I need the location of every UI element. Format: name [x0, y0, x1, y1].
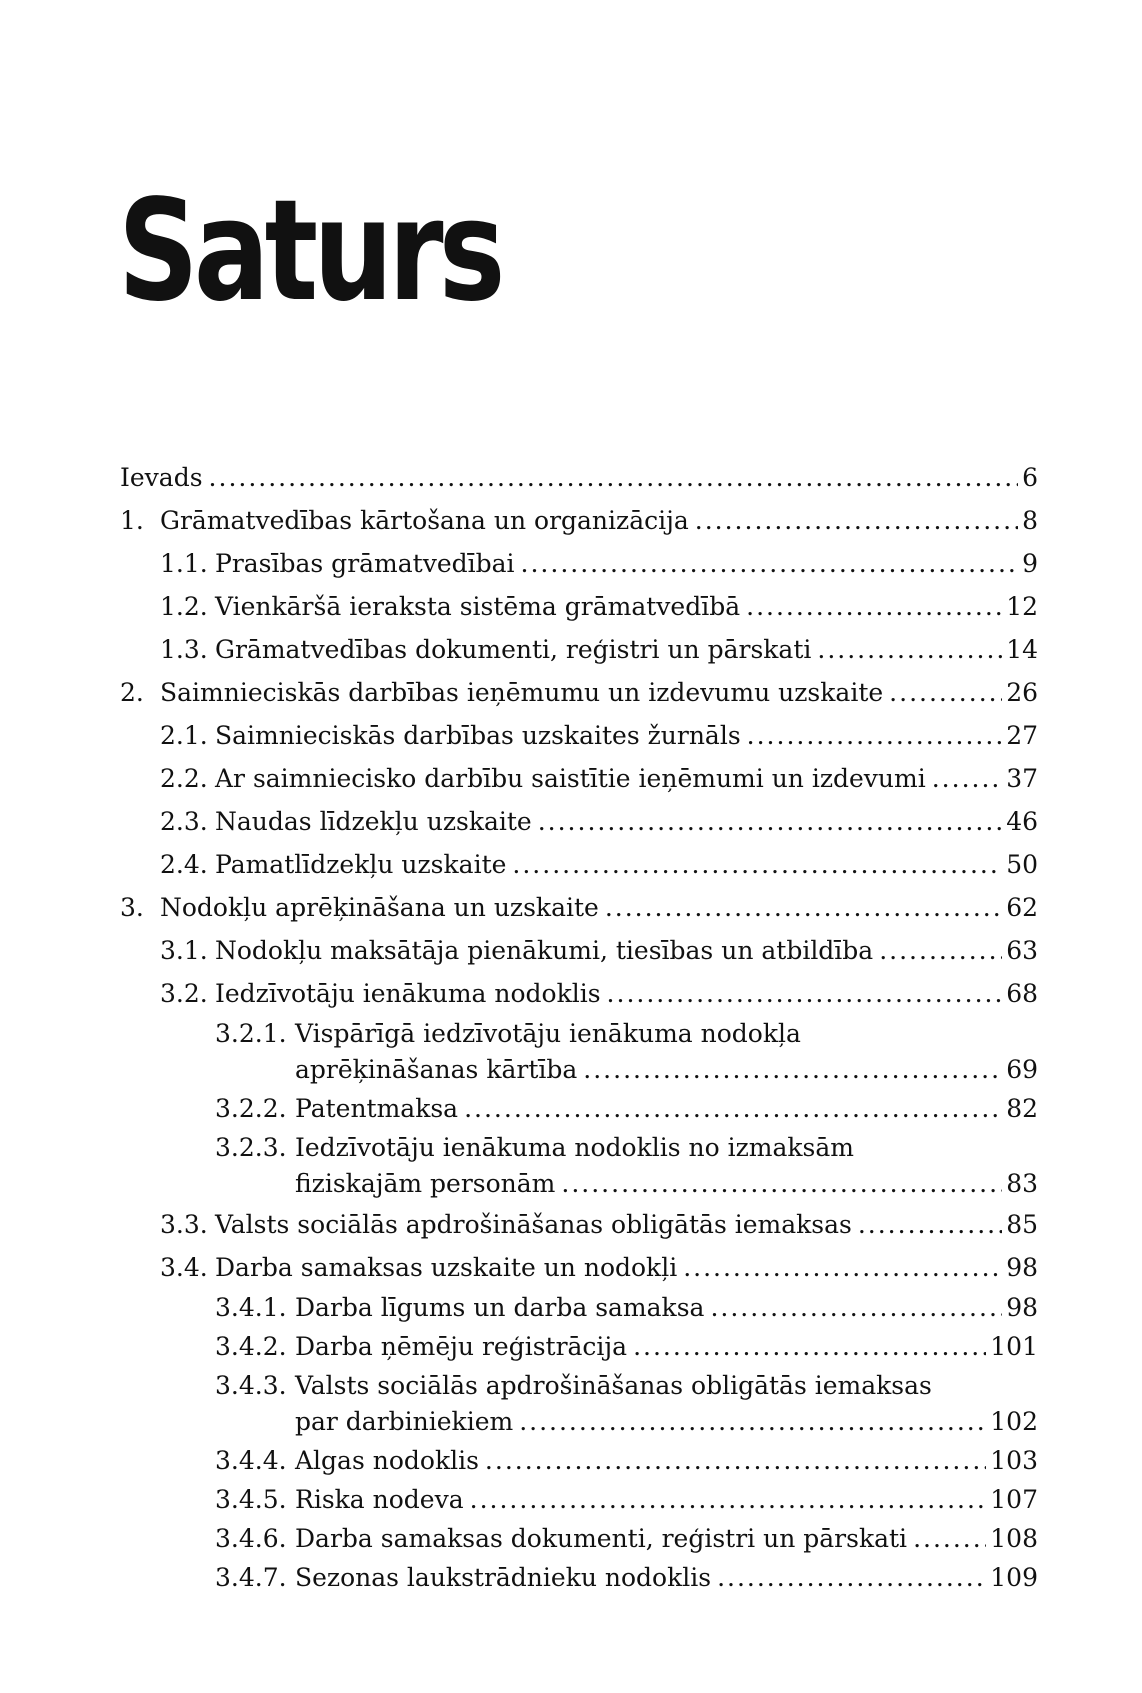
toc-entry[interactable]	[215, 1016, 1038, 1088]
dot-leader	[538, 804, 1002, 840]
toc-entry[interactable]	[160, 976, 1038, 1012]
toc-entry-number: 3.4.7.	[215, 1563, 287, 1592]
toc-entry-number: 2.1.	[160, 721, 208, 750]
dot-leader	[710, 1290, 1002, 1326]
dot-leader	[521, 546, 1019, 582]
toc-entry-page: 12	[1006, 592, 1038, 621]
dot-leader	[889, 675, 1002, 711]
dot-leader	[817, 632, 1002, 668]
toc-entry-number: 3.1.	[160, 936, 208, 965]
toc-entry[interactable]	[160, 761, 1038, 797]
toc-entry[interactable]	[120, 503, 1038, 539]
toc-entry-number: 3.2.1.	[215, 1019, 287, 1048]
toc-entry-number: 3.4.1.	[215, 1293, 287, 1322]
toc-entry[interactable]	[215, 1130, 1038, 1202]
toc-entry-title: Patentmaksa	[295, 1094, 459, 1123]
dot-leader	[858, 1207, 1002, 1243]
dot-leader	[913, 1521, 986, 1557]
toc-entry-page: 85	[1006, 1210, 1038, 1239]
toc-entry-title: Pamatlīdzekļu uzskaite	[215, 850, 507, 879]
dot-leader	[683, 1250, 1002, 1286]
toc-entry-number: 3.4.5.	[215, 1485, 287, 1514]
toc-entry[interactable]	[215, 1329, 1038, 1365]
toc-entry-title: Nodokļu maksātāja pienākumi, tiesības un atbildība	[215, 936, 874, 965]
toc-entry-page: 98	[1006, 1253, 1038, 1282]
toc-entry-title-line1: Vispārīgā iedzīvotāju ienākuma nodokļa	[295, 1019, 801, 1048]
toc-entry-page: 69	[1006, 1055, 1038, 1084]
dot-leader	[633, 1329, 986, 1365]
dot-leader	[519, 1404, 986, 1440]
toc-entry[interactable]	[160, 589, 1038, 625]
toc-entry[interactable]	[215, 1443, 1038, 1479]
toc-entry-title: fiziskajām personām	[295, 1169, 556, 1198]
dot-leader	[209, 460, 1019, 496]
dot-leader	[470, 1482, 987, 1518]
dot-leader	[605, 890, 1002, 926]
toc-entry-number: 3.4.3.	[215, 1371, 287, 1400]
dot-leader	[747, 718, 1003, 754]
toc-entry-title: Prasības grāmatvedībai	[215, 549, 515, 578]
toc-entry-number: 3.2.2.	[215, 1094, 287, 1123]
toc-entry-title: Saimnieciskās darbības uzskaites žurnāls	[215, 721, 741, 750]
toc-entry-page: 98	[1006, 1293, 1038, 1322]
dot-leader	[932, 761, 1002, 797]
dot-leader	[717, 1560, 986, 1596]
toc-entry-page: 103	[990, 1446, 1038, 1475]
toc-entry-title: Riska nodeva	[295, 1485, 464, 1514]
toc-entry-number: 3.4.	[160, 1253, 208, 1282]
toc-entry-number: 1.2.	[160, 592, 208, 621]
table-of-contents	[120, 460, 1038, 1599]
toc-entry-title: Ar saimniecisko darbību saistītie ieņēmumi un izdevumi	[215, 764, 926, 793]
toc-entry[interactable]	[160, 804, 1038, 840]
page-title: Saturs	[118, 170, 501, 333]
toc-entry-page: 27	[1006, 721, 1038, 750]
toc-entry-title: Saimnieciskās darbības ieņēmumu un izdevumu uzskaite	[160, 678, 884, 707]
dot-leader	[485, 1443, 986, 1479]
toc-entry-page: 62	[1006, 893, 1038, 922]
toc-entry-number: 3.	[120, 893, 144, 922]
toc-entry-number: 1.1.	[160, 549, 208, 578]
dot-leader	[464, 1091, 1002, 1127]
toc-entry-page: 107	[990, 1485, 1038, 1514]
toc-entry-title: Ievads	[120, 463, 203, 492]
toc-entry[interactable]	[160, 1250, 1038, 1286]
toc-entry-number: 1.	[120, 506, 144, 535]
toc-entry[interactable]	[160, 546, 1038, 582]
toc-entry-number: 1.3.	[160, 635, 208, 664]
toc-entry[interactable]	[215, 1560, 1038, 1596]
dot-leader	[695, 503, 1018, 539]
toc-entry-number: 3.4.6.	[215, 1524, 287, 1553]
toc-entry-title: Darba samaksas uzskaite un nodokļi	[215, 1253, 678, 1282]
toc-entry-page: 8	[1022, 506, 1038, 535]
toc-entry-title-line1: Valsts sociālās apdrošināšanas obligātās iemaksas	[295, 1371, 932, 1400]
toc-entry-page: 50	[1006, 850, 1038, 879]
toc-entry-page: 108	[990, 1524, 1038, 1553]
toc-entry[interactable]	[160, 718, 1038, 754]
toc-entry-title: par darbiniekiem	[295, 1407, 514, 1436]
toc-entry-page: 26	[1006, 678, 1038, 707]
toc-entry-title: Valsts sociālās apdrošināšanas obligātās iemaksas	[215, 1210, 852, 1239]
dot-leader	[512, 847, 1002, 883]
toc-entry-title: aprēķināšanas kārtība	[295, 1055, 578, 1084]
dot-leader	[561, 1166, 1002, 1202]
toc-entry-page: 37	[1006, 764, 1038, 793]
toc-entry-title: Darba ņēmēju reģistrācija	[295, 1332, 628, 1361]
toc-entry[interactable]	[120, 460, 1038, 496]
toc-entry-page: 83	[1006, 1169, 1038, 1198]
toc-entry[interactable]	[215, 1368, 1038, 1440]
toc-entry-title: Iedzīvotāju ienākuma nodoklis	[215, 979, 601, 1008]
toc-entry-page: 109	[990, 1563, 1038, 1592]
toc-entry-title: Grāmatvedības kārtošana un organizācija	[160, 506, 689, 535]
dot-leader	[583, 1052, 1002, 1088]
toc-entry-title: Grāmatvedības dokumenti, reģistri un pārskati	[215, 635, 812, 664]
toc-entry-title: Sezonas laukstrādnieku nodoklis	[295, 1563, 712, 1592]
toc-entry-page: 63	[1006, 936, 1038, 965]
toc-entry[interactable]	[120, 890, 1038, 926]
toc-entry-number: 3.4.2.	[215, 1332, 287, 1361]
toc-entry-number: 2.2.	[160, 764, 208, 793]
toc-entry[interactable]	[160, 933, 1038, 969]
toc-entry[interactable]	[215, 1091, 1038, 1127]
toc-entry-title: Nodokļu aprēķināšana un uzskaite	[160, 893, 599, 922]
toc-entry[interactable]	[215, 1521, 1038, 1557]
toc-entry-page: 82	[1006, 1094, 1038, 1123]
toc-entry-page: 14	[1006, 635, 1038, 664]
toc-entry-page: 68	[1006, 979, 1038, 1008]
toc-entry-number: 3.2.	[160, 979, 208, 1008]
toc-entry-number: 2.	[120, 678, 144, 707]
toc-entry-page: 6	[1022, 463, 1038, 492]
toc-entry-title: Naudas līdzekļu uzskaite	[215, 807, 532, 836]
toc-entry[interactable]	[160, 1207, 1038, 1243]
toc-entry-number: 2.3.	[160, 807, 208, 836]
dot-leader	[607, 976, 1003, 1012]
toc-entry[interactable]	[215, 1482, 1038, 1518]
toc-entry-title: Darba samaksas dokumenti, reģistri un pārskati	[295, 1524, 908, 1553]
toc-entry-page: 9	[1022, 549, 1038, 578]
dot-leader	[879, 933, 1002, 969]
toc-entry-number: 3.2.3.	[215, 1133, 287, 1162]
toc-entry[interactable]	[120, 675, 1038, 711]
toc-entry[interactable]	[160, 847, 1038, 883]
toc-entry-title: Darba līgums un darba samaksa	[295, 1293, 705, 1322]
toc-entry-number: 3.4.4.	[215, 1446, 287, 1475]
dot-leader	[746, 589, 1002, 625]
toc-entry-number: 2.4.	[160, 850, 208, 879]
toc-entry-number: 3.3.	[160, 1210, 208, 1239]
toc-entry-page: 102	[990, 1407, 1038, 1436]
toc-entry-page: 46	[1006, 807, 1038, 836]
toc-entry-title: Vienkāršā ieraksta sistēma grāmatvedībā	[215, 592, 741, 621]
toc-entry-page: 101	[990, 1332, 1038, 1361]
toc-entry-title-line1: Iedzīvotāju ienākuma nodoklis no izmaksām	[295, 1133, 854, 1162]
toc-entry[interactable]	[160, 632, 1038, 668]
toc-entry[interactable]	[215, 1290, 1038, 1326]
toc-entry-title: Algas nodoklis	[295, 1446, 479, 1475]
